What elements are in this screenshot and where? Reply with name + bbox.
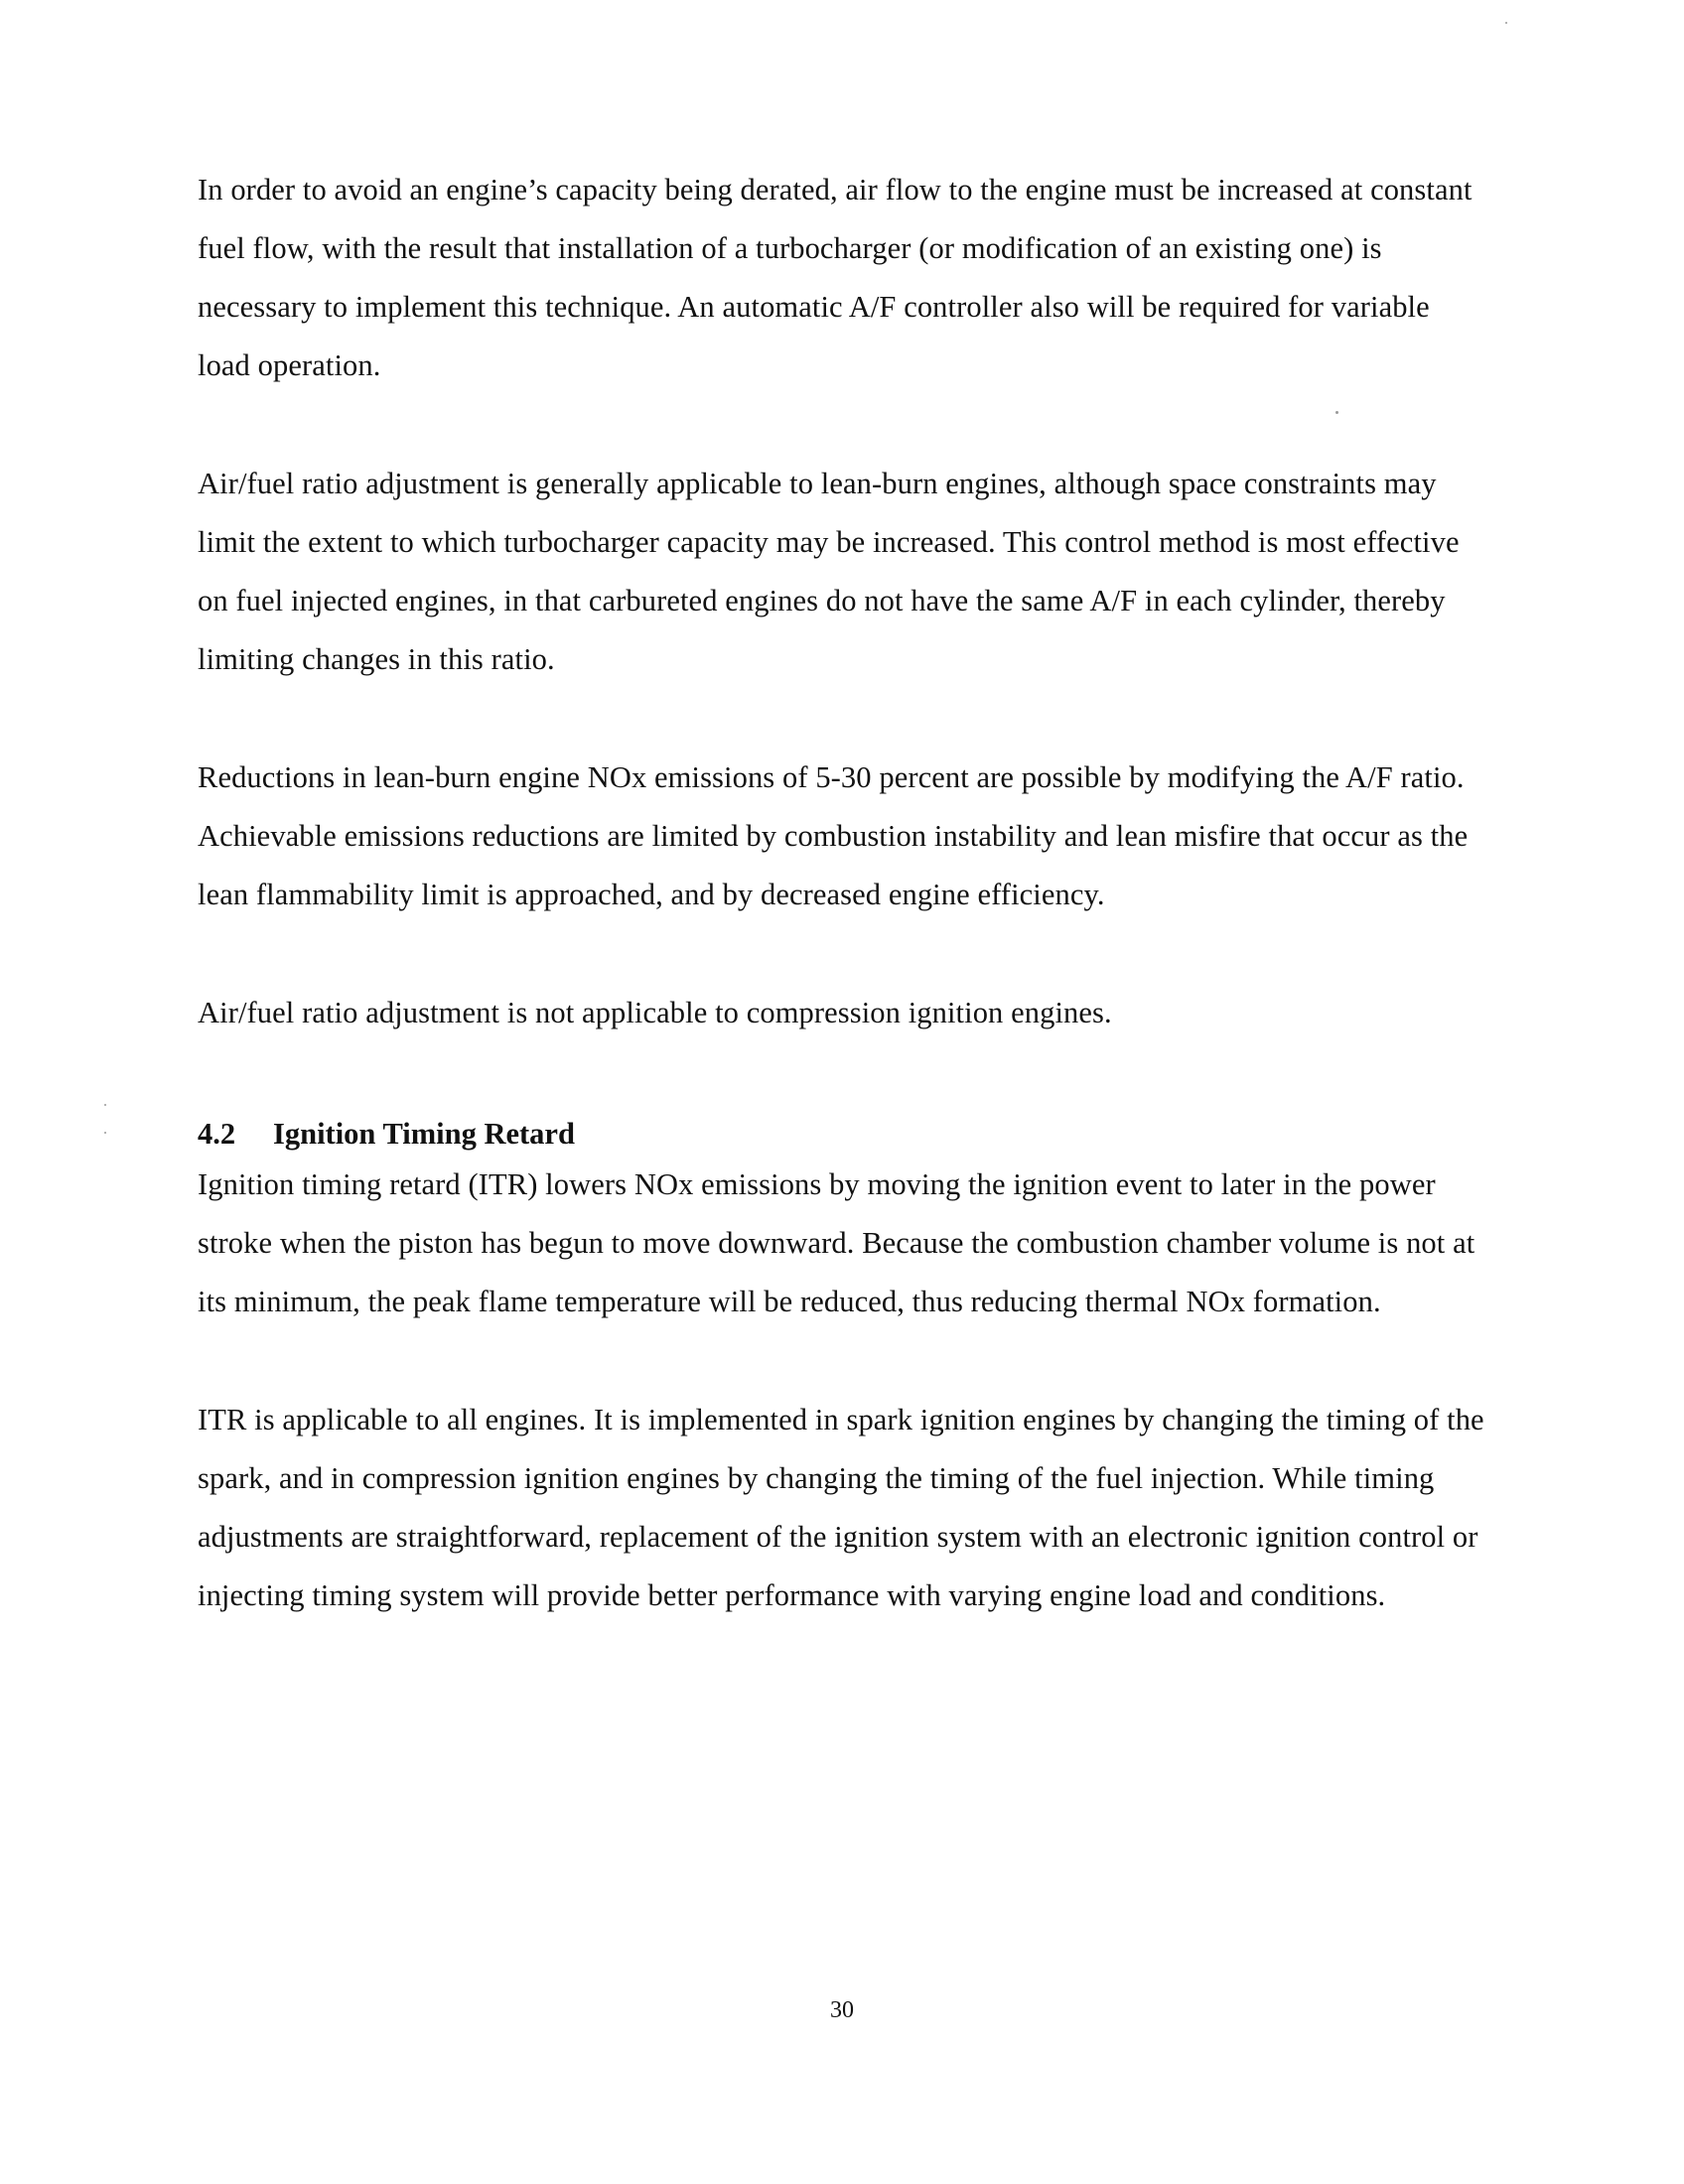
paragraph-itr-definition: Ignition timing retard (ITR) lowers NOx emissions by moving the ignition event to later in the power stroke when the piston has begun to move downward. Because the combustion chamber volume is not at its minimum, the peak flame temperature will be reduced, thus reducing thermal NOx formation. [198,1167,1475,1318]
scan-speck [104,1104,106,1106]
paragraph-airflow: In order to avoid an engine’s capacity being derated, air flow to the engine must be increased at constant fuel flow, with the result that installation of a turbocharger (or modification of an existing one) is necessary to implement this technique. An automatic A/F controller also will be required for variable load operation. [198,173,1473,382]
page-body [198,161,1488,1625]
scan-speck [1505,22,1507,24]
paragraph-af-applicability: Air/fuel ratio adjustment is generally applicable to lean-burn engines, although space constraints may limit the extent to which turbocharger capacity may be increased. This control method is most effective on fuel injected engines, in that carbureted engines do not have the same A/F in each cylinder, thereby limiting changes in this ratio. [198,467,1460,676]
paragraph-compression-ignition: Air/fuel ratio adjustment is not applicable to compression ignition engines. [198,996,1112,1029]
scan-speck [104,1132,106,1134]
section-title: Ignition Timing Retard [273,1117,575,1151]
paragraph-nox-reductions: Reductions in lean-burn engine NOx emissions of 5-30 percent are possible by modifying the A/F ratio. Achievable emissions reductions are limited by combustion instability and lean misfire that occur as the lean flammability limit is approached, and by decreased engine efficiency. [198,760,1469,911]
paragraph-itr-applicability: ITR is applicable to all engines. It is implemented in spark ignition engines by changing the timing of the spark, and in compression ignition engines by changing the timing of the fuel injection. While timing adjustments are straightforward, replacement of the ignition system with an electronic ignition control or injecting timing system will provide better performance with varying engine load and conditions. [198,1403,1484,1612]
page-number: 30 [830,1997,854,2023]
section-heading [198,1112,1488,1156]
section-number: 4.2 [198,1117,236,1151]
